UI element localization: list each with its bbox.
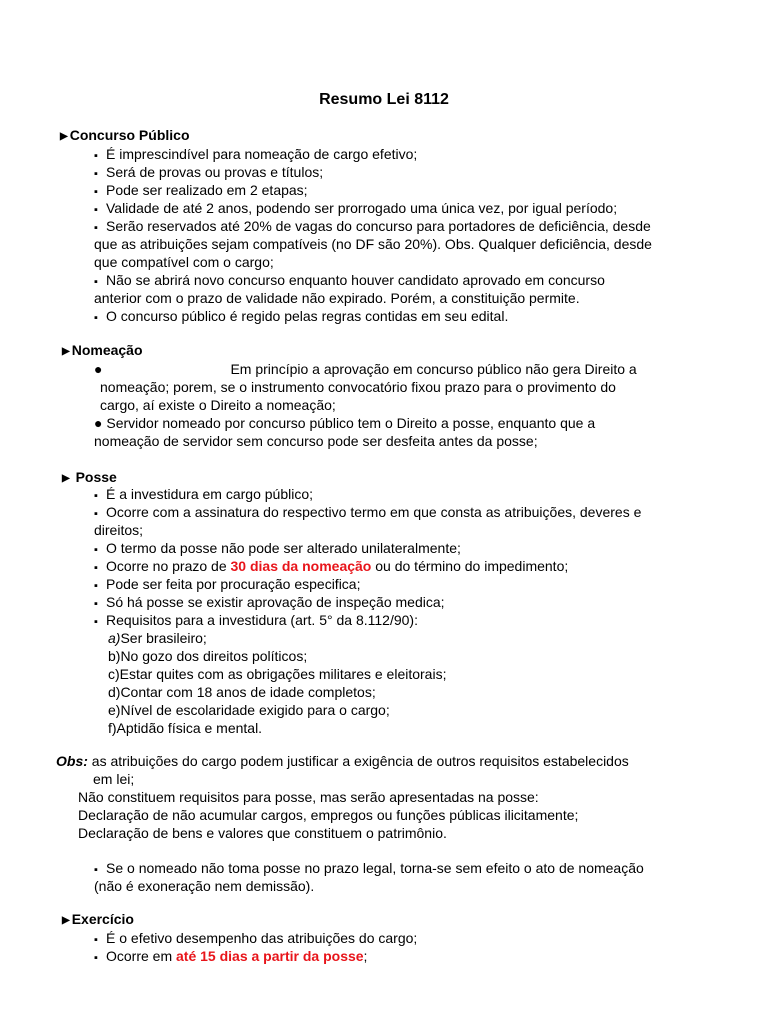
highlight-text: 30 dias da nomeação <box>230 558 372 574</box>
text-line: Não constituem requisitos para posse, mas serão apresentadas na posse: <box>78 789 539 805</box>
list-item: ▪ Ocorre com a assinatura do respectivo termo em que consta as atribuições, deveres e <box>94 503 714 521</box>
requisitos-list <box>108 629 708 737</box>
list-item: ▪ Não se abrirá novo concurso enquanto houver candidato aprovado em concurso <box>94 271 714 289</box>
obs-label: Obs: <box>56 753 88 769</box>
small-bullet: ▪ <box>94 186 98 198</box>
small-bullet: ▪ <box>94 616 98 628</box>
list-item: ▪ Pode ser realizado em 2 etapas; <box>94 181 714 199</box>
list-item: ▪ O termo da posse não pode ser alterado unilateralmente; <box>94 539 714 557</box>
heading-text: Exercício <box>71 911 134 927</box>
small-bullet: ▪ <box>94 598 98 610</box>
obs-block <box>56 752 716 842</box>
list-item: ▪ Requisitos para a investidura (art. 5° da 8.112/90): <box>94 611 714 629</box>
section-heading-nomeacao <box>62 341 143 361</box>
posse-list <box>94 485 714 629</box>
list-item: ▪ Ocorre em até 15 dias a partir da posse; <box>94 947 714 965</box>
page-title: Resumo Lei 8112 <box>319 91 449 108</box>
text-line: direitos; <box>94 522 144 538</box>
arrow-right-icon: ▶ <box>62 915 70 926</box>
list-item: ▪ Serão reservados até 20% de vagas do concurso para portadores de deficiência, desde <box>94 217 714 235</box>
small-bullet: ▪ <box>94 276 98 288</box>
list-item: ▪ Ocorre no prazo de 30 dias da nomeação ou do término do impedimento; <box>94 557 714 575</box>
obs-note <box>94 859 714 895</box>
small-bullet: ▪ <box>94 952 98 964</box>
small-bullet: ▪ <box>94 222 98 234</box>
list-item: ▪ Pode ser feita por procuração especifica; <box>94 575 714 593</box>
text-line: nomeação; porem, se o instrumento convocatório fixou prazo para o provimento do <box>100 379 616 395</box>
list-item: ▪ Só há posse se existir aprovação de inspeção medica; <box>94 593 714 611</box>
text-line: que compatível com o cargo; <box>94 254 274 270</box>
small-bullet: ▪ <box>94 580 98 592</box>
small-bullet: ▪ <box>94 864 98 876</box>
heading-text: Posse <box>75 469 117 485</box>
text-line: Em princípio a aprovação em concurso público não gera Direito a <box>230 361 637 377</box>
list-item: ▪ É imprescindível para nomeação de cargo efetivo; <box>94 145 714 163</box>
section-heading-exercicio <box>62 910 134 930</box>
arrow-right-icon: ▶ <box>62 346 70 357</box>
list-letter: a) <box>108 630 121 646</box>
list-item: ▪ Se o nomeado não toma posse no prazo legal, torna-se sem efeito o ato de nomeação <box>94 859 714 877</box>
text-line: f)Aptidão física e mental. <box>108 720 263 736</box>
small-bullet: ▪ <box>94 562 98 574</box>
list-item: ▪ Será de provas ou provas e títulos; <box>94 163 714 181</box>
small-bullet: ▪ <box>94 544 98 556</box>
text-line: (não é exoneração nem demissão). <box>94 878 315 894</box>
highlight-text: até 15 dias a partir da posse <box>176 948 364 964</box>
list-item: ▪ Validade de até 2 anos, podendo ser prorrogado uma única vez, por igual período; <box>94 199 714 217</box>
text-line: as atribuições do cargo podem justificar a exigência de outros requisitos estabelecidos <box>87 753 629 769</box>
list-item: ▪ O concurso público é regido pelas regras contidas em seu edital. <box>94 307 714 325</box>
small-bullet: ▪ <box>94 150 98 162</box>
text-line: anterior com o prazo de validade não expirado. Porém, a constituição permite. <box>94 290 580 306</box>
text-line: Declaração de bens e valores que constituem o patrimônio. <box>78 825 447 841</box>
text-line: cargo, aí existe o Direito a nomeação; <box>100 397 336 413</box>
concurso-list <box>94 145 714 235</box>
round-bullet: ● <box>94 415 103 431</box>
text-line: que as atribuições sejam compatíveis (no DF são 20%). Obs. Qualquer deficiência, desde <box>94 236 652 252</box>
small-bullet: ▪ <box>94 168 98 180</box>
text-line: Declaração de não acumular cargos, empregos ou funções públicas ilicitamente; <box>78 807 579 823</box>
text-line: Ser brasileiro; <box>120 630 207 646</box>
heading-text: Concurso Público <box>69 127 190 143</box>
text-line: b)No gozo dos direitos políticos; <box>108 648 308 664</box>
text-line: nomeação de servidor sem concurso pode ser desfeita antes da posse; <box>94 433 538 449</box>
text-line: e)Nível de escolaridade exigido para o cargo; <box>108 702 390 718</box>
small-bullet: ▪ <box>94 934 98 946</box>
exercicio-list <box>94 929 714 965</box>
heading-text: Nomeação <box>71 342 143 358</box>
text-line: Servidor nomeado por concurso público tem o Direito a posse, enquanto que a <box>106 415 596 431</box>
text-line: c)Estar quites com as obrigações militares e eleitorais; <box>108 666 447 682</box>
section-heading-concurso <box>60 126 190 146</box>
small-bullet: ▪ <box>94 490 98 502</box>
small-bullet: ▪ <box>94 508 98 520</box>
text-line: d)Contar com 18 anos de idade completos; <box>108 684 376 700</box>
concurso-continuation <box>94 235 714 325</box>
small-bullet: ▪ <box>94 312 98 324</box>
nomeacao-text <box>94 360 714 450</box>
arrow-right-icon: ▶ <box>62 473 70 484</box>
text-line: em lei; <box>93 771 135 787</box>
list-item: ▪ É a investidura em cargo público; <box>94 485 714 503</box>
arrow-right-icon: ▶ <box>60 131 68 142</box>
small-bullet: ▪ <box>94 204 98 216</box>
list-item: ▪ É o efetivo desempenho das atribuições do cargo; <box>94 929 714 947</box>
round-bullet: ● <box>94 361 103 377</box>
